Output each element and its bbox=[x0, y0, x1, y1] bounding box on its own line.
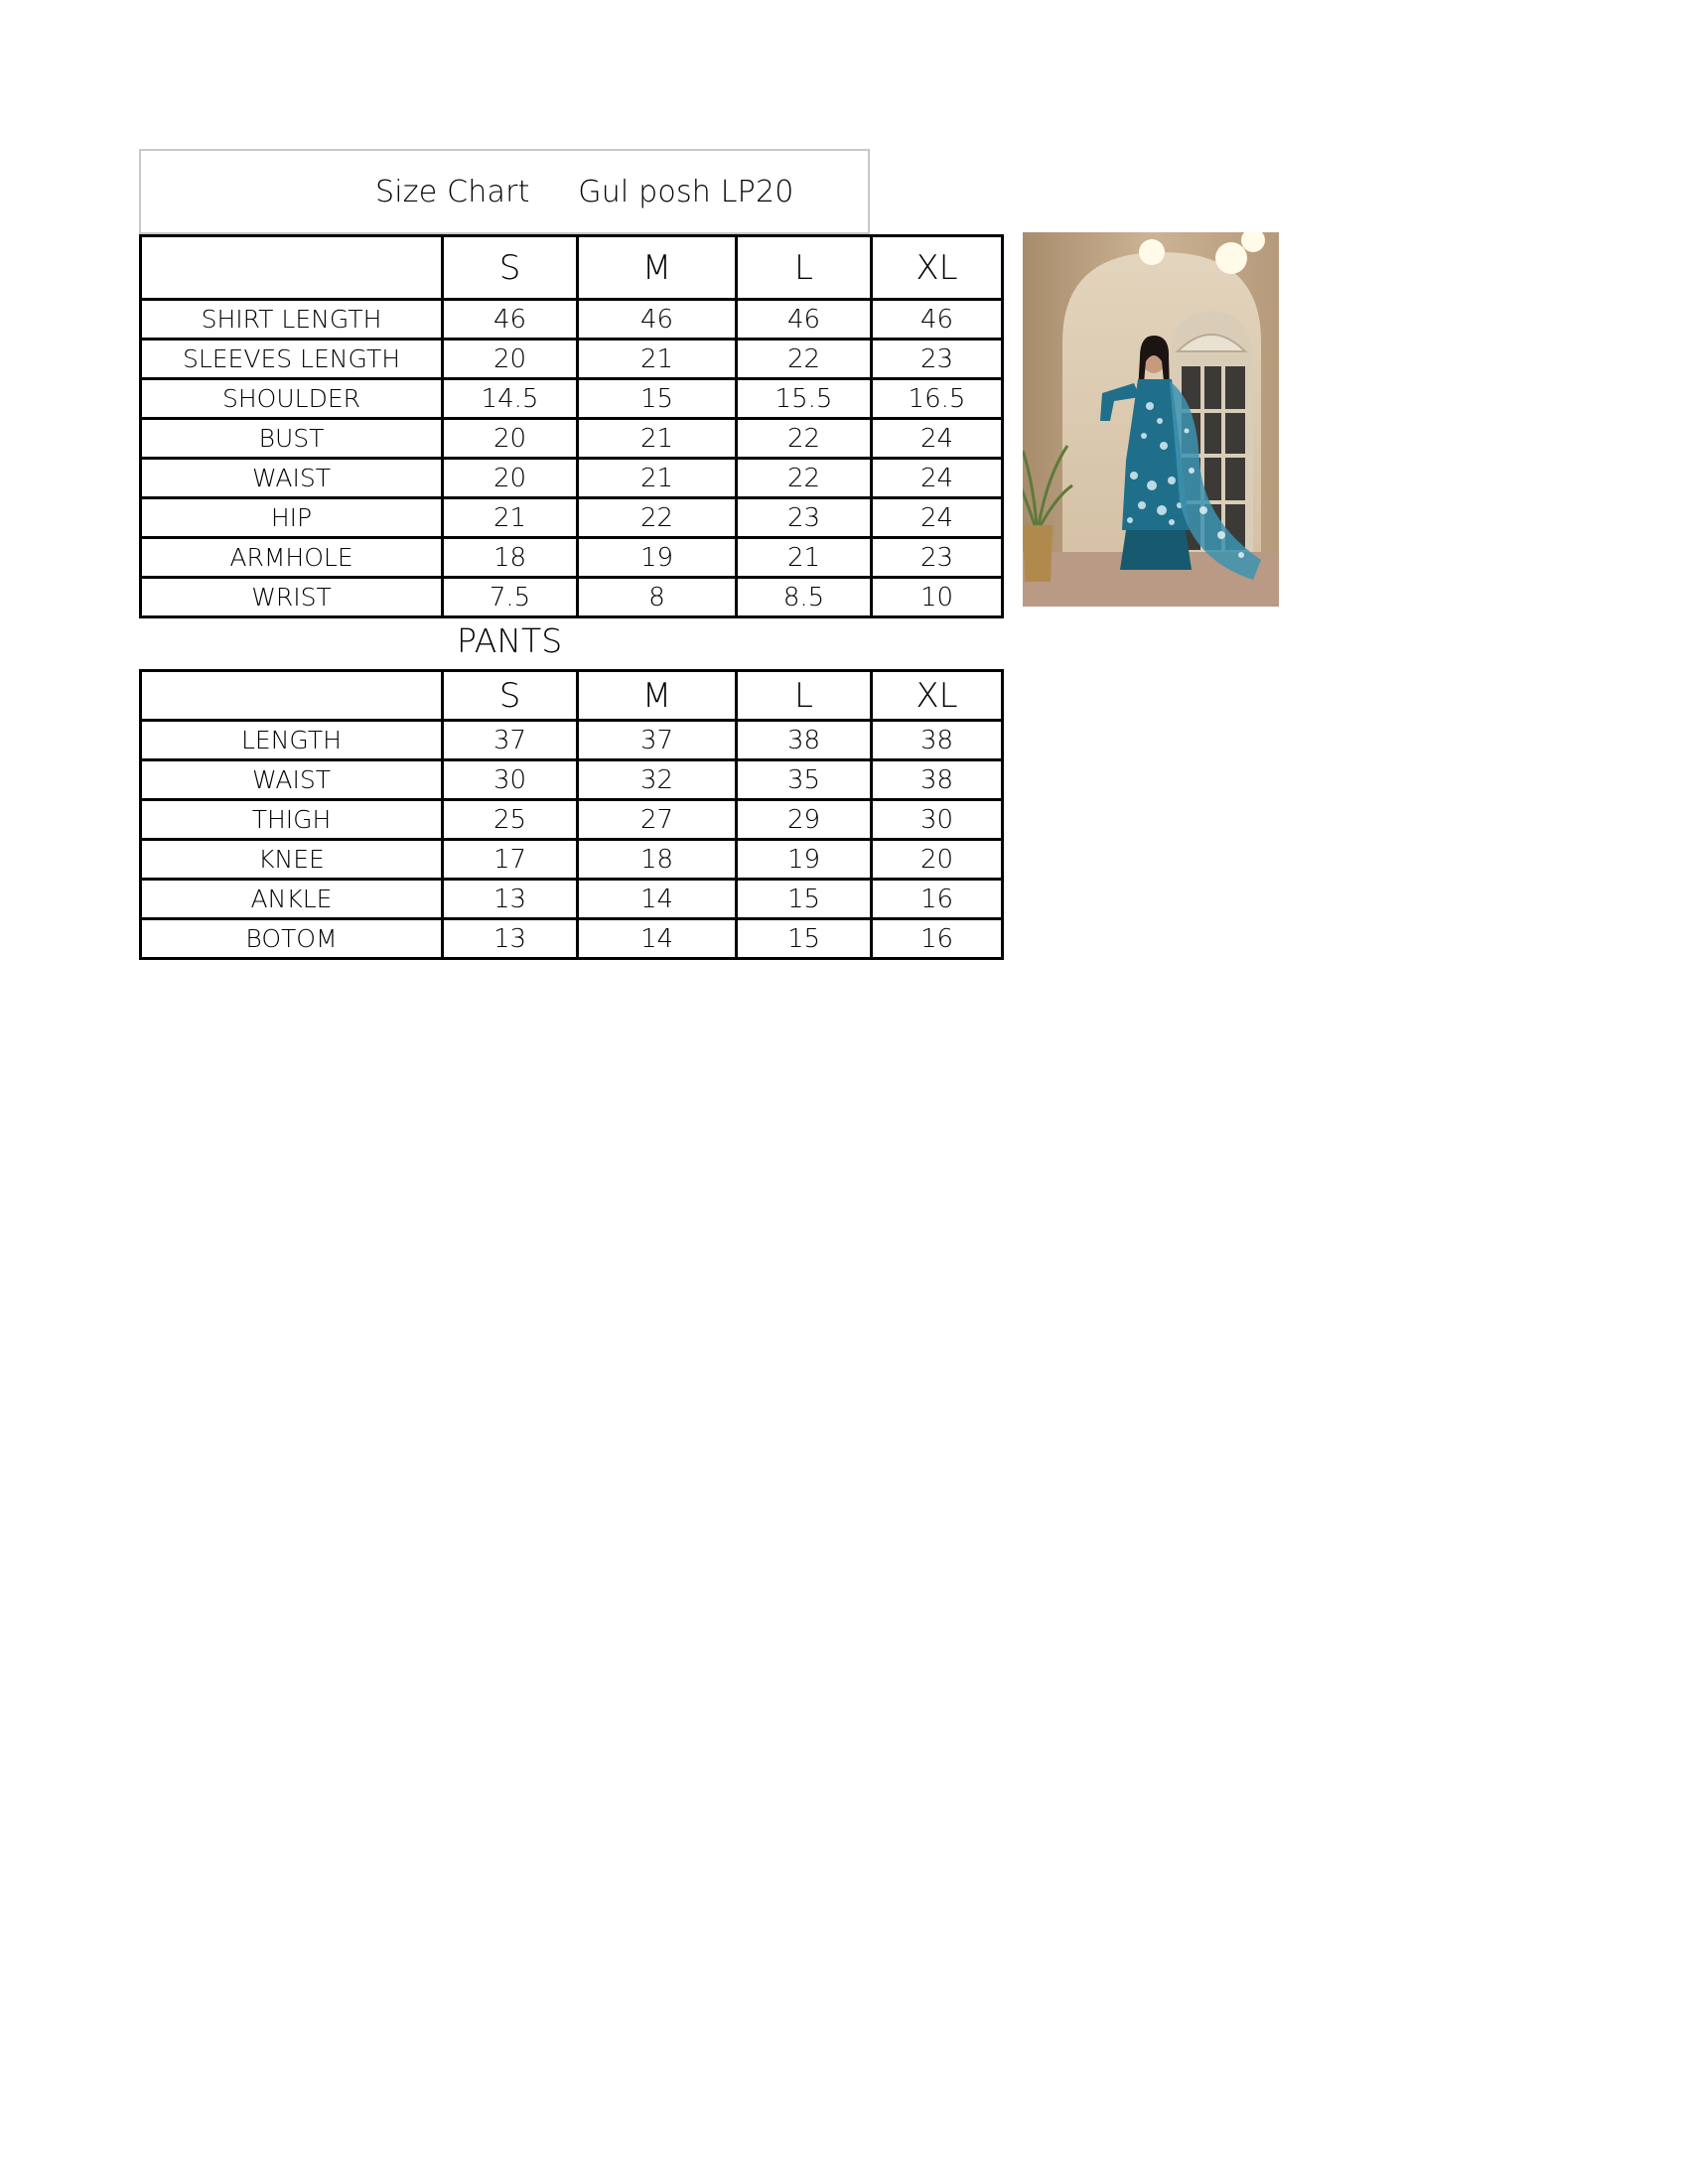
row-label: BUST bbox=[141, 419, 443, 459]
cell-value: 14 bbox=[578, 880, 737, 919]
pants-size-table bbox=[139, 669, 1004, 960]
cell-value: 15 bbox=[737, 880, 872, 919]
table-row bbox=[141, 538, 1003, 578]
cell-value: 15 bbox=[578, 379, 737, 419]
cell-value: 21 bbox=[578, 340, 737, 379]
row-label: WAIST bbox=[141, 760, 443, 800]
size-chart-title bbox=[375, 175, 794, 209]
cell-value: 10 bbox=[872, 578, 1003, 617]
cell-value: 16 bbox=[872, 880, 1003, 919]
pants-header-l: L bbox=[737, 671, 872, 721]
cell-value: 46 bbox=[872, 300, 1003, 340]
pants-header-s: S bbox=[443, 671, 578, 721]
row-label: SLEEVES LENGTH bbox=[141, 340, 443, 379]
title-right: Gul posh LP20 bbox=[578, 175, 794, 209]
pants-header-corner bbox=[141, 671, 443, 721]
cell-value: 16 bbox=[872, 919, 1003, 959]
cell-value: 15 bbox=[737, 919, 872, 959]
cell-value: 32 bbox=[578, 760, 737, 800]
cell-value: 21 bbox=[443, 498, 578, 538]
product-photo-icon bbox=[1023, 232, 1279, 607]
cell-value: 23 bbox=[737, 498, 872, 538]
table-row bbox=[141, 419, 1003, 459]
cell-value: 18 bbox=[443, 538, 578, 578]
row-label: LENGTH bbox=[141, 721, 443, 760]
cell-value: 20 bbox=[443, 340, 578, 379]
cell-value: 19 bbox=[737, 840, 872, 880]
cell-value: 46 bbox=[737, 300, 872, 340]
cell-value: 19 bbox=[578, 538, 737, 578]
cell-value: 38 bbox=[737, 721, 872, 760]
cell-value: 46 bbox=[578, 300, 737, 340]
table-row bbox=[141, 300, 1003, 340]
cell-value: 27 bbox=[578, 800, 737, 840]
size-chart-title-box bbox=[139, 149, 870, 234]
cell-value: 20 bbox=[443, 419, 578, 459]
table-row bbox=[141, 840, 1003, 880]
cell-value: 14 bbox=[578, 919, 737, 959]
cell-value: 16.5 bbox=[872, 379, 1003, 419]
cell-value: 20 bbox=[443, 459, 578, 498]
cell-value: 18 bbox=[578, 840, 737, 880]
cell-value: 8.5 bbox=[737, 578, 872, 617]
product-photo bbox=[1023, 232, 1279, 607]
cell-value: 21 bbox=[578, 459, 737, 498]
cell-value: 8 bbox=[578, 578, 737, 617]
table-row bbox=[141, 340, 1003, 379]
cell-value: 17 bbox=[443, 840, 578, 880]
cell-value: 15.5 bbox=[737, 379, 872, 419]
cell-value: 22 bbox=[737, 340, 872, 379]
table-row bbox=[141, 721, 1003, 760]
row-label: ARMHOLE bbox=[141, 538, 443, 578]
pants-header-xl: XL bbox=[872, 671, 1003, 721]
cell-value: 38 bbox=[872, 760, 1003, 800]
cell-value: 22 bbox=[737, 459, 872, 498]
cell-value: 37 bbox=[578, 721, 737, 760]
shirt-header-l: L bbox=[737, 236, 872, 300]
shirt-header-row bbox=[141, 236, 1003, 300]
row-label: SHOULDER bbox=[141, 379, 443, 419]
shirt-header-corner bbox=[141, 236, 443, 300]
cell-value: 23 bbox=[872, 538, 1003, 578]
shirt-header-m: M bbox=[578, 236, 737, 300]
cell-value: 7.5 bbox=[443, 578, 578, 617]
shirt-size-table bbox=[139, 234, 1004, 618]
cell-value: 13 bbox=[443, 919, 578, 959]
pants-header-m: M bbox=[578, 671, 737, 721]
row-label: WAIST bbox=[141, 459, 443, 498]
table-row bbox=[141, 919, 1003, 959]
title-left: Size Chart bbox=[375, 175, 530, 209]
cell-value: 20 bbox=[872, 840, 1003, 880]
table-row bbox=[141, 760, 1003, 800]
table-row bbox=[141, 379, 1003, 419]
cell-value: 35 bbox=[737, 760, 872, 800]
cell-value: 24 bbox=[872, 419, 1003, 459]
cell-value: 25 bbox=[443, 800, 578, 840]
cell-value: 29 bbox=[737, 800, 872, 840]
table-row bbox=[141, 498, 1003, 538]
table-row bbox=[141, 880, 1003, 919]
row-label: BOTOM bbox=[141, 919, 443, 959]
cell-value: 37 bbox=[443, 721, 578, 760]
cell-value: 14.5 bbox=[443, 379, 578, 419]
cell-value: 22 bbox=[578, 498, 737, 538]
cell-value: 46 bbox=[443, 300, 578, 340]
cell-value: 30 bbox=[872, 800, 1003, 840]
table-row bbox=[141, 459, 1003, 498]
cell-value: 30 bbox=[443, 760, 578, 800]
cell-value: 21 bbox=[578, 419, 737, 459]
table-row bbox=[141, 578, 1003, 617]
row-label: KNEE bbox=[141, 840, 443, 880]
row-label: THIGH bbox=[141, 800, 443, 840]
pants-header-row bbox=[141, 671, 1003, 721]
cell-value: 23 bbox=[872, 340, 1003, 379]
cell-value: 13 bbox=[443, 880, 578, 919]
cell-value: 22 bbox=[737, 419, 872, 459]
row-label: SHIRT LENGTH bbox=[141, 300, 443, 340]
cell-value: 21 bbox=[737, 538, 872, 578]
row-label: ANKLE bbox=[141, 880, 443, 919]
pants-section-title: PANTS bbox=[457, 621, 563, 660]
cell-value: 24 bbox=[872, 498, 1003, 538]
table-row bbox=[141, 800, 1003, 840]
shirt-header-s: S bbox=[443, 236, 578, 300]
cell-value: 38 bbox=[872, 721, 1003, 760]
shirt-header-xl: XL bbox=[872, 236, 1003, 300]
row-label: WRIST bbox=[141, 578, 443, 617]
cell-value: 24 bbox=[872, 459, 1003, 498]
row-label: HIP bbox=[141, 498, 443, 538]
